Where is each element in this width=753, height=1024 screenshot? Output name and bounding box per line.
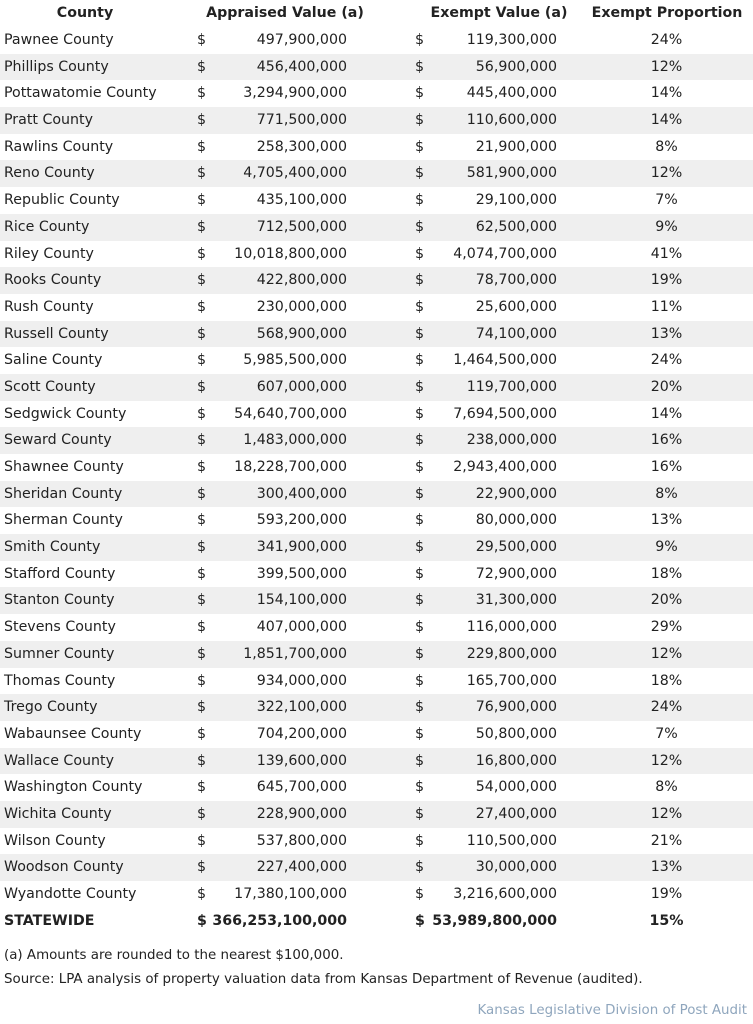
exempt-value: 30,000,000 [475, 859, 557, 876]
table-row [0, 427, 753, 454]
appraised-value: 10,018,800,000 [234, 245, 347, 262]
table-row [0, 27, 753, 54]
exempt-proportion: 20% [650, 592, 683, 609]
table-row [0, 347, 753, 374]
appraised-value: 17,380,100,000 [234, 886, 347, 902]
exempt-proportion: 7% [655, 192, 678, 209]
total-exempt-proportion: 15% [649, 912, 684, 929]
appraised-value: 537,800,000 [256, 832, 347, 849]
currency-symbol: $ [415, 459, 425, 475]
exempt-value: 238,000,000 [466, 432, 557, 449]
appraised-value: 422,800,000 [256, 272, 347, 289]
currency-symbol: $ [197, 459, 207, 475]
exempt-proportion: 20% [650, 378, 683, 395]
appraised-value: 435,100,000 [256, 192, 347, 209]
exempt-value: 80,000,000 [475, 512, 557, 529]
exempt-value: 581,900,000 [466, 165, 557, 182]
exempt-proportion: 8% [655, 779, 678, 796]
table-row [0, 854, 753, 881]
exempt-value: 110,600,000 [466, 112, 557, 129]
currency-symbol: $ [197, 32, 207, 48]
exempt-value: 7,694,500,000 [453, 405, 557, 422]
appraised-value: 1,851,700,000 [243, 645, 347, 662]
currency-symbol: $ [197, 112, 207, 129]
table-row [0, 721, 753, 748]
appraised-value: 258,300,000 [256, 138, 347, 155]
exempt-proportion: 13% [650, 512, 683, 529]
exempt-value: 78,700,000 [475, 272, 557, 289]
table-row [0, 481, 753, 508]
currency-symbol: $ [197, 725, 207, 742]
currency-symbol: $ [415, 405, 425, 422]
exempt-proportion: 9% [655, 539, 678, 556]
currency-symbol: $ [197, 485, 207, 502]
county-name: Stevens County [4, 619, 116, 636]
table-row [0, 107, 753, 134]
exempt-proportion: 9% [655, 218, 678, 235]
table-row [0, 828, 753, 855]
rounding-note: (a) Amounts are rounded to the nearest $100,000. [4, 948, 344, 963]
exempt-proportion: 21% [650, 832, 683, 849]
exempt-value: 27,400,000 [475, 805, 557, 822]
table-row [0, 80, 753, 107]
exempt-value: 25,600,000 [475, 298, 557, 315]
exempt-proportion: 19% [650, 272, 683, 289]
exempt-proportion: 24% [650, 352, 683, 369]
currency-symbol: $ [415, 485, 425, 502]
exempt-proportion: 13% [650, 325, 683, 342]
currency-symbol: $ [197, 859, 207, 876]
appraised-value: 704,200,000 [256, 725, 347, 742]
currency-symbol: $ [197, 512, 207, 529]
exempt-proportion: 13% [650, 859, 683, 876]
table-row [0, 321, 753, 348]
appraised-value: 228,900,000 [256, 805, 347, 822]
exempt-value: 165,700,000 [466, 672, 557, 689]
table-row [0, 374, 753, 401]
county-name: Riley County [4, 245, 94, 262]
currency-symbol: $ [415, 245, 425, 262]
county-name: Reno County [4, 165, 95, 182]
exempt-value: 1,464,500,000 [453, 352, 557, 369]
currency-symbol: $ [415, 218, 425, 235]
table-row [0, 241, 753, 268]
table-row [0, 561, 753, 588]
exempt-proportion: 19% [650, 886, 683, 902]
county-name: Washington County [4, 779, 143, 796]
exempt-proportion: 12% [650, 645, 683, 662]
county-name: Stanton County [4, 592, 115, 609]
appraised-value: 607,000,000 [256, 378, 347, 395]
currency-symbol: $ [197, 832, 207, 849]
appraised-value: 54,640,700,000 [234, 405, 347, 422]
exempt-value: 74,100,000 [475, 325, 557, 342]
currency-symbol: $ [415, 272, 425, 289]
currency-symbol: $ [415, 112, 425, 129]
county-name: Wichita County [4, 805, 112, 822]
header-appraised-value: Appraised Value (a) [206, 5, 364, 21]
exempt-value: 116,000,000 [466, 619, 557, 636]
table-row [0, 881, 753, 908]
exempt-value: 110,500,000 [466, 832, 557, 849]
appraised-value: 322,100,000 [256, 699, 347, 716]
county-name: Pratt County [4, 112, 93, 129]
table-row [0, 694, 753, 721]
currency-symbol: $ [415, 912, 425, 929]
currency-symbol: $ [197, 645, 207, 662]
table-row [0, 748, 753, 775]
county-name: Pottawatomie County [4, 85, 157, 102]
currency-symbol: $ [415, 725, 425, 742]
appraised-value: 1,483,000,000 [243, 432, 347, 449]
exempt-value: 16,800,000 [475, 752, 557, 769]
currency-symbol: $ [415, 58, 425, 75]
currency-symbol: $ [415, 192, 425, 209]
exempt-proportion: 41% [650, 245, 683, 262]
exempt-value: 29,100,000 [475, 192, 557, 209]
appraised-value: 712,500,000 [256, 218, 347, 235]
county-name: Russell County [4, 325, 109, 342]
exempt-value: 29,500,000 [475, 539, 557, 556]
county-name: Saline County [4, 352, 103, 369]
appraised-value: 771,500,000 [256, 112, 347, 129]
table-body [0, 27, 753, 908]
exempt-proportion: 14% [650, 112, 683, 129]
total-exempt-value: 53,989,800,000 [432, 912, 557, 929]
appraised-value: 568,900,000 [256, 325, 347, 342]
appraised-value: 497,900,000 [256, 32, 347, 48]
exempt-proportion: 16% [650, 459, 683, 475]
organization-credit: Kansas Legislative Division of Post Audit [477, 1003, 747, 1018]
appraised-value: 593,200,000 [256, 512, 347, 529]
county-name: Smith County [4, 539, 101, 556]
exempt-value: 119,300,000 [466, 32, 557, 48]
appraised-value: 139,600,000 [256, 752, 347, 769]
county-name: Sumner County [4, 645, 115, 662]
exempt-value: 4,074,700,000 [453, 245, 557, 262]
currency-symbol: $ [415, 298, 425, 315]
exempt-proportion: 11% [650, 298, 683, 315]
table-row [0, 668, 753, 695]
table-row [0, 267, 753, 294]
currency-symbol: $ [415, 699, 425, 716]
table-row [0, 294, 753, 321]
header-county: County [56, 5, 114, 21]
exempt-proportion: 14% [650, 405, 683, 422]
exempt-value: 31,300,000 [475, 592, 557, 609]
header-exempt-proportion: Exempt Proportion [591, 5, 743, 21]
exempt-value: 22,900,000 [475, 485, 557, 502]
currency-symbol: $ [197, 378, 207, 395]
appraised-value: 934,000,000 [256, 672, 347, 689]
currency-symbol: $ [415, 619, 425, 636]
currency-symbol: $ [415, 32, 425, 48]
currency-symbol: $ [415, 832, 425, 849]
currency-symbol: $ [415, 325, 425, 342]
table-row [0, 134, 753, 161]
appraised-value: 3,294,900,000 [243, 85, 347, 102]
table-row [0, 160, 753, 187]
currency-symbol: $ [197, 85, 207, 102]
currency-symbol: $ [197, 58, 207, 75]
currency-symbol: $ [197, 352, 207, 369]
currency-symbol: $ [415, 138, 425, 155]
appraised-value: 18,228,700,000 [234, 459, 347, 475]
exempt-proportion: 24% [650, 699, 683, 716]
currency-symbol: $ [415, 565, 425, 582]
appraised-value: 407,000,000 [256, 619, 347, 636]
exempt-proportion: 29% [650, 619, 683, 636]
exempt-value: 2,943,400,000 [453, 459, 557, 475]
currency-symbol: $ [197, 432, 207, 449]
currency-symbol: $ [415, 672, 425, 689]
currency-symbol: $ [197, 165, 207, 182]
county-name: Trego County [4, 699, 98, 716]
exempt-value: 54,000,000 [475, 779, 557, 796]
table-row [0, 454, 753, 481]
exempt-proportion: 12% [650, 58, 683, 75]
currency-symbol: $ [197, 779, 207, 796]
currency-symbol: $ [415, 805, 425, 822]
county-name: Stafford County [4, 565, 116, 582]
currency-symbol: $ [197, 138, 207, 155]
county-name: Sherman County [4, 512, 123, 529]
table-row [0, 534, 753, 561]
exempt-proportion: 18% [650, 672, 683, 689]
appraised-value: 230,000,000 [256, 298, 347, 315]
table-row [0, 214, 753, 241]
exempt-value: 229,800,000 [466, 645, 557, 662]
county-name: Rooks County [4, 272, 102, 289]
county-name: Woodson County [4, 859, 124, 876]
exempt-proportion: 12% [650, 752, 683, 769]
county-name: Rice County [4, 218, 90, 235]
appraised-value: 456,400,000 [256, 58, 347, 75]
currency-symbol: $ [415, 165, 425, 182]
exempt-proportion: 12% [650, 805, 683, 822]
county-name: Wabaunsee County [4, 725, 142, 742]
exempt-proportion: 12% [650, 165, 683, 182]
currency-symbol: $ [415, 592, 425, 609]
currency-symbol: $ [197, 272, 207, 289]
currency-symbol: $ [197, 539, 207, 556]
currency-symbol: $ [197, 912, 207, 929]
currency-symbol: $ [197, 405, 207, 422]
county-name: Seward County [4, 432, 112, 449]
county-name: Phillips County [4, 58, 109, 75]
appraised-value: 645,700,000 [256, 779, 347, 796]
table-row [0, 587, 753, 614]
table-row [0, 774, 753, 801]
exempt-value: 119,700,000 [466, 378, 557, 395]
currency-symbol: $ [197, 752, 207, 769]
exempt-proportion: 8% [655, 138, 678, 155]
appraised-value: 154,100,000 [256, 592, 347, 609]
appraised-value: 341,900,000 [256, 539, 347, 556]
currency-symbol: $ [415, 85, 425, 102]
exempt-proportion: 7% [655, 725, 678, 742]
exempt-value: 445,400,000 [466, 85, 557, 102]
table-row [0, 401, 753, 428]
exempt-proportion: 18% [650, 565, 683, 582]
table-header-row [0, 0, 753, 27]
appraised-value: 227,400,000 [256, 859, 347, 876]
table-row [0, 54, 753, 81]
table-row [0, 801, 753, 828]
appraised-value: 4,705,400,000 [243, 165, 347, 182]
exempt-value: 72,900,000 [475, 565, 557, 582]
appraised-value: 300,400,000 [256, 485, 347, 502]
currency-symbol: $ [415, 886, 425, 902]
source-note: Source: LPA analysis of property valuation data from Kansas Department of Revenue (audited). [4, 971, 643, 987]
currency-symbol: $ [197, 245, 207, 262]
currency-symbol: $ [197, 619, 207, 636]
county-name: Wallace County [4, 752, 114, 769]
county-name: Sheridan County [4, 485, 123, 502]
currency-symbol: $ [197, 325, 207, 342]
exempt-value: 62,500,000 [475, 218, 557, 235]
county-name: Republic County [4, 192, 120, 209]
currency-symbol: $ [415, 378, 425, 395]
statewide-total-row [0, 908, 753, 935]
currency-symbol: $ [415, 752, 425, 769]
currency-symbol: $ [197, 218, 207, 235]
currency-symbol: $ [415, 779, 425, 796]
table-row [0, 641, 753, 668]
currency-symbol: $ [415, 352, 425, 369]
currency-symbol: $ [197, 886, 207, 902]
county-name: Shawnee County [4, 459, 124, 475]
total-appraised-value: 366,253,100,000 [212, 912, 347, 929]
currency-symbol: $ [415, 645, 425, 662]
header-exempt-value: Exempt Value (a) [430, 5, 568, 21]
county-name: Scott County [4, 378, 96, 395]
currency-symbol: $ [415, 859, 425, 876]
table-row [0, 187, 753, 214]
appraised-value: 399,500,000 [256, 565, 347, 582]
currency-symbol: $ [197, 805, 207, 822]
appraised-value: 5,985,500,000 [243, 352, 347, 369]
county-name: Rawlins County [4, 138, 114, 155]
exempt-value: 56,900,000 [475, 58, 557, 75]
table-notes [4, 944, 643, 991]
county-name: Thomas County [4, 672, 116, 689]
total-label: STATEWIDE [4, 912, 95, 929]
table-row [0, 507, 753, 534]
county-name: Rush County [4, 298, 94, 315]
table-row [0, 614, 753, 641]
exempt-proportion: 8% [655, 485, 678, 502]
county-name: Wyandotte County [4, 886, 137, 902]
currency-symbol: $ [197, 699, 207, 716]
exempt-value: 21,900,000 [475, 138, 557, 155]
county-name: Pawnee County [4, 32, 114, 48]
currency-symbol: $ [415, 539, 425, 556]
exempt-value: 50,800,000 [475, 725, 557, 742]
exempt-value: 76,900,000 [475, 699, 557, 716]
exempt-proportion: 14% [650, 85, 683, 102]
currency-symbol: $ [197, 672, 207, 689]
currency-symbol: $ [415, 512, 425, 529]
currency-symbol: $ [197, 592, 207, 609]
currency-symbol: $ [197, 565, 207, 582]
currency-symbol: $ [197, 298, 207, 315]
exempt-proportion: 24% [650, 32, 683, 48]
exempt-value: 3,216,600,000 [453, 886, 557, 902]
county-name: Wilson County [4, 832, 106, 849]
currency-symbol: $ [197, 192, 207, 209]
county-name: Sedgwick County [4, 405, 127, 422]
currency-symbol: $ [415, 432, 425, 449]
exempt-proportion: 16% [650, 432, 683, 449]
